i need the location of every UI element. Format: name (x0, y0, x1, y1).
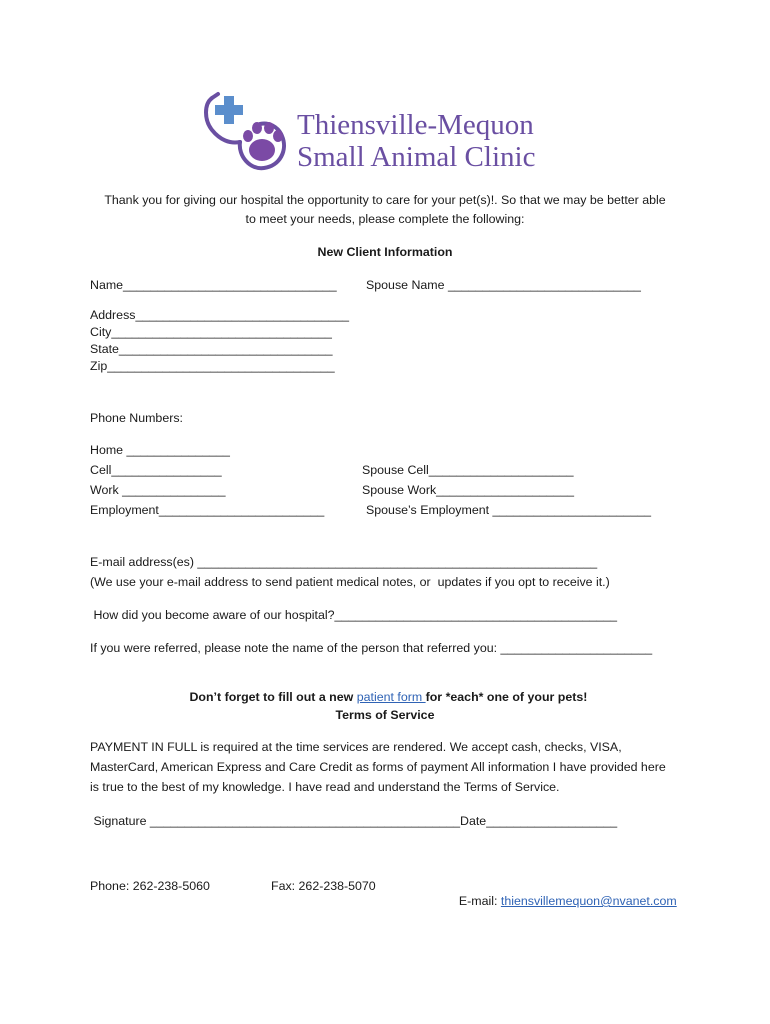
intro-line-2: to meet your needs, please complete the following: (245, 212, 525, 226)
hospital-awareness-field[interactable]: How did you become aware of our hospital?_________________________________________ (90, 608, 618, 622)
zip-field[interactable]: Zip_________________________________ (90, 359, 335, 373)
footer-email-link[interactable]: thiensvillemequon@nvanet.com (500, 894, 677, 908)
patient-form-link[interactable]: patient form (356, 690, 426, 704)
clinic-name-line1: Thiensville-Mequon (297, 109, 534, 141)
terms-line-1: PAYMENT IN FULL is required at the time services are rendered. We accept cash, checks, VISA, (90, 740, 622, 754)
stethoscope-paw-cross-icon (202, 90, 302, 176)
work-phone-field[interactable]: Work _______________ (90, 483, 226, 497)
home-phone-field[interactable]: Home _______________ (90, 443, 230, 457)
footer-fax: Fax: 262-238-5070 (271, 879, 376, 893)
phone-numbers-label: Phone Numbers: (90, 411, 183, 425)
address-field[interactable]: Address_______________________________ (90, 308, 350, 322)
footer-email-label: E-mail: (458, 894, 501, 908)
signature-date-field[interactable]: Signature _____________________________________________Date___________________ (90, 814, 618, 828)
footer-phone: Phone: 262-238-5060 (90, 879, 210, 893)
section-title: New Client Information (317, 245, 453, 259)
spouse-work-field[interactable]: Spouse Work____________________ (362, 483, 574, 497)
terms-title: Terms of Service (335, 708, 435, 722)
name-field[interactable]: Name_______________________________ (90, 278, 337, 292)
terms-line-2: MasterCard, American Express and Care Credit as forms of payment All information I have provided here (90, 760, 666, 774)
email-note: (We use your e-mail address to send patient medical notes, or updates if you opt to receive it.) (90, 575, 610, 589)
city-field[interactable]: City________________________________ (90, 325, 332, 339)
cell-phone-field[interactable]: Cell________________ (90, 463, 222, 477)
spouses-employment-field[interactable]: Spouse’s Employment _______________________ (366, 503, 651, 517)
footer-email (452, 879, 677, 909)
referral-field[interactable]: If you were referred, please note the name of the person that referred you: ______________________ (90, 641, 653, 655)
reminder-text-before: Don’t forget to fill out a new (189, 690, 357, 704)
intro-line-1: Thank you for giving our hospital the opportunity to care for your pet(s)!. So that we may be better able (104, 193, 666, 207)
reminder-text-after: for *each* one of your pets! (425, 690, 588, 704)
clinic-logo (202, 90, 572, 176)
spouse-cell-field[interactable]: Spouse Cell_____________________ (362, 463, 574, 477)
patient-form-reminder (0, 675, 770, 705)
employment-field[interactable]: Employment________________________ (90, 503, 325, 517)
spouse-name-field[interactable]: Spouse Name ____________________________ (366, 278, 641, 292)
terms-line-3: is true to the best of my knowledge. I have read and understand the Terms of Service. (90, 780, 560, 794)
email-field[interactable]: E-mail address(es) __________________________________________________________ (90, 555, 598, 569)
state-field[interactable]: State_______________________________ (90, 342, 333, 356)
clinic-name-line2: Small Animal Clinic (297, 141, 536, 173)
